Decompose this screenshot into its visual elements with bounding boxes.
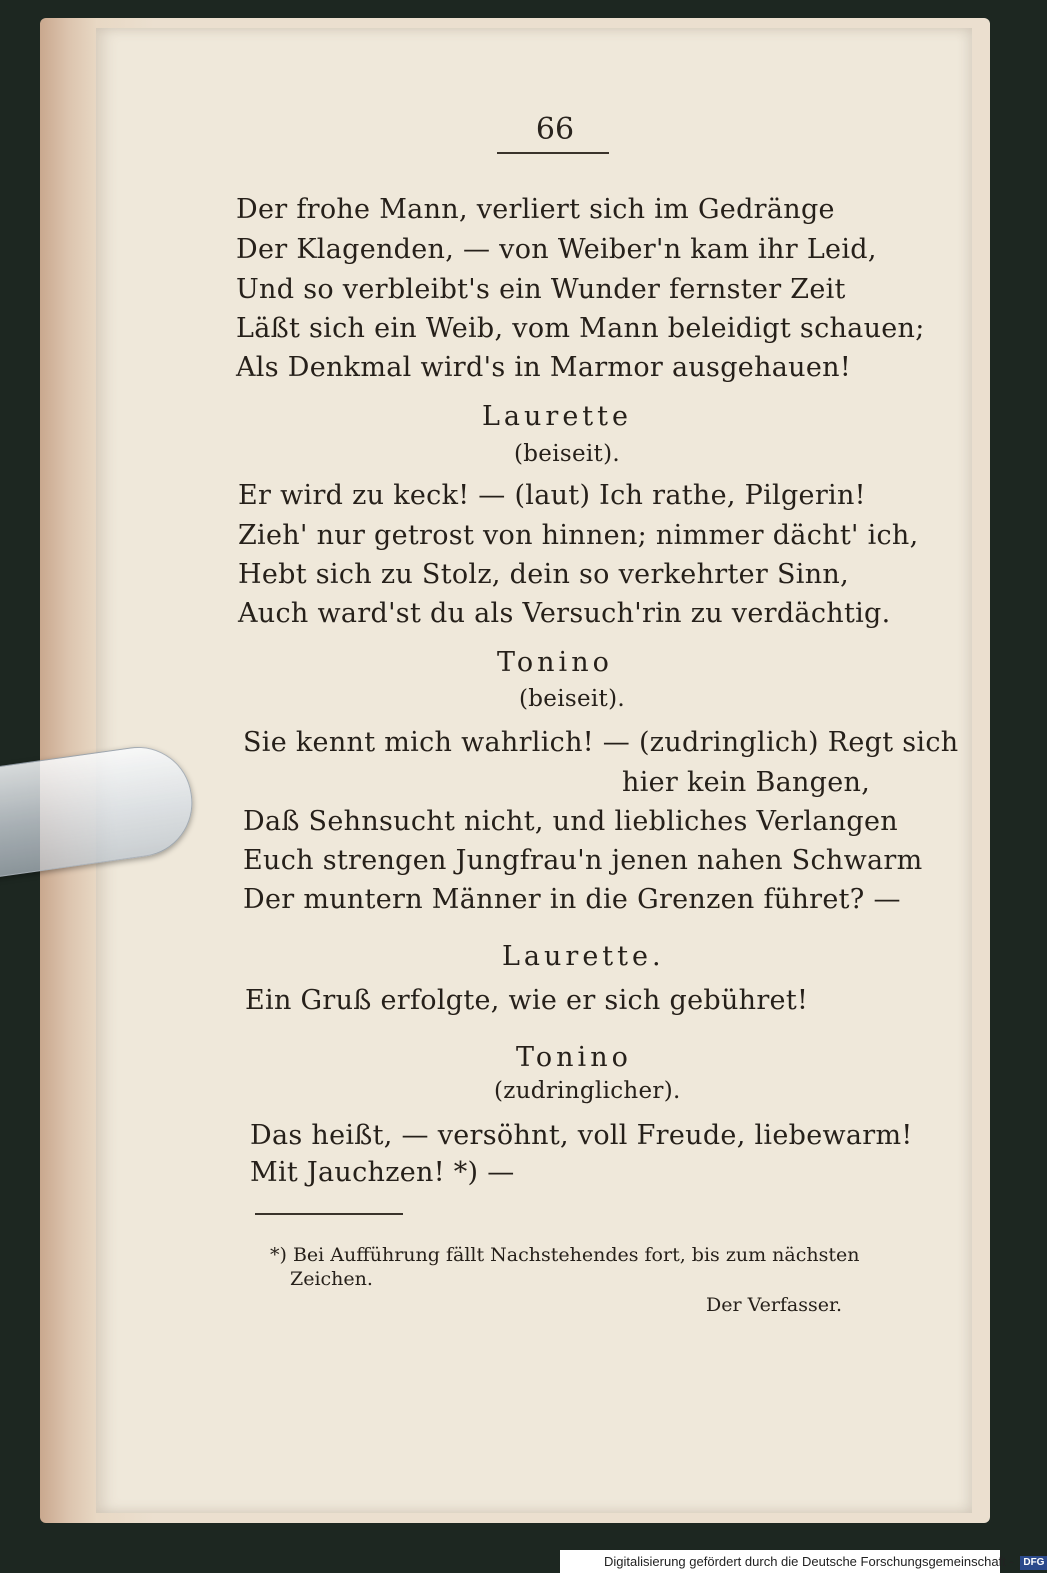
footnote-rule [255, 1213, 403, 1215]
verse-line: Der muntern Männer in die Grenzen führet? — [243, 884, 901, 915]
speaker-name: Tonino [497, 647, 613, 678]
verse-line: Auch ward'st du als Versuch'rin zu verdächtig. [238, 598, 891, 629]
verse-line: Läßt sich ein Weib, vom Mann beleidigt schauen; [236, 313, 925, 344]
verse-line: Ein Gruß erfolgte, wie er sich gebühret! [245, 985, 809, 1016]
stage-direction: (zudringlicher). [494, 1078, 681, 1104]
dfg-logo-icon: DFG [1020, 1556, 1047, 1570]
verse-line: Daß Sehnsucht nicht, und liebliches Verlangen [243, 806, 898, 837]
speaker-name: Laurette. [502, 941, 665, 972]
verse-line: Er wird zu keck! — (laut) Ich rathe, Pilgerin! [238, 480, 866, 511]
speaker-name: Tonino [516, 1042, 632, 1073]
credit-text: Digitalisierung gefördert durch die Deutsche Forschungsgemeinschaft - [604, 1554, 1014, 1569]
digitization-credit [560, 1550, 1045, 1573]
verse-line: Und so verbleibt's ein Wunder fernster Zeit [236, 274, 846, 305]
verse-line: Sie kennt mich wahrlich! — (zudringlich) Regt sich [243, 727, 959, 758]
verse-line: hier kein Bangen, [622, 767, 871, 798]
stage-direction: (beiseit). [519, 686, 625, 712]
footnote-text: Zeichen. [290, 1268, 373, 1290]
verse-line: Zieh' nur getrost von hinnen; nimmer dächt' ich, [238, 520, 919, 551]
page-number: 66 [535, 112, 575, 147]
verse-line: Mit Jauchzen! *) — [250, 1157, 515, 1188]
verse-line: Der frohe Mann, verliert sich im Gedränge [236, 194, 835, 225]
stage-direction: (beiseit). [514, 441, 620, 467]
footnote-author: Der Verfasser. [706, 1294, 843, 1316]
verse-line: Hebt sich zu Stolz, dein so verkehrter Sinn, [238, 559, 849, 590]
header-rule [497, 152, 609, 154]
speaker-name: Laurette [482, 401, 632, 432]
verse-line: Der Klagenden, — von Weiber'n kam ihr Leid, [236, 234, 877, 265]
verse-line: Das heißt, — versöhnt, voll Freude, liebewarm! [250, 1120, 913, 1151]
verse-line: Euch strengen Jungfrau'n jenen nahen Schwarm [243, 845, 923, 876]
verse-line: Als Denkmal wird's in Marmor ausgehauen! [236, 352, 851, 383]
footnote-text: *) Bei Aufführung fällt Nachstehendes fort, bis zum nächsten [270, 1244, 860, 1266]
